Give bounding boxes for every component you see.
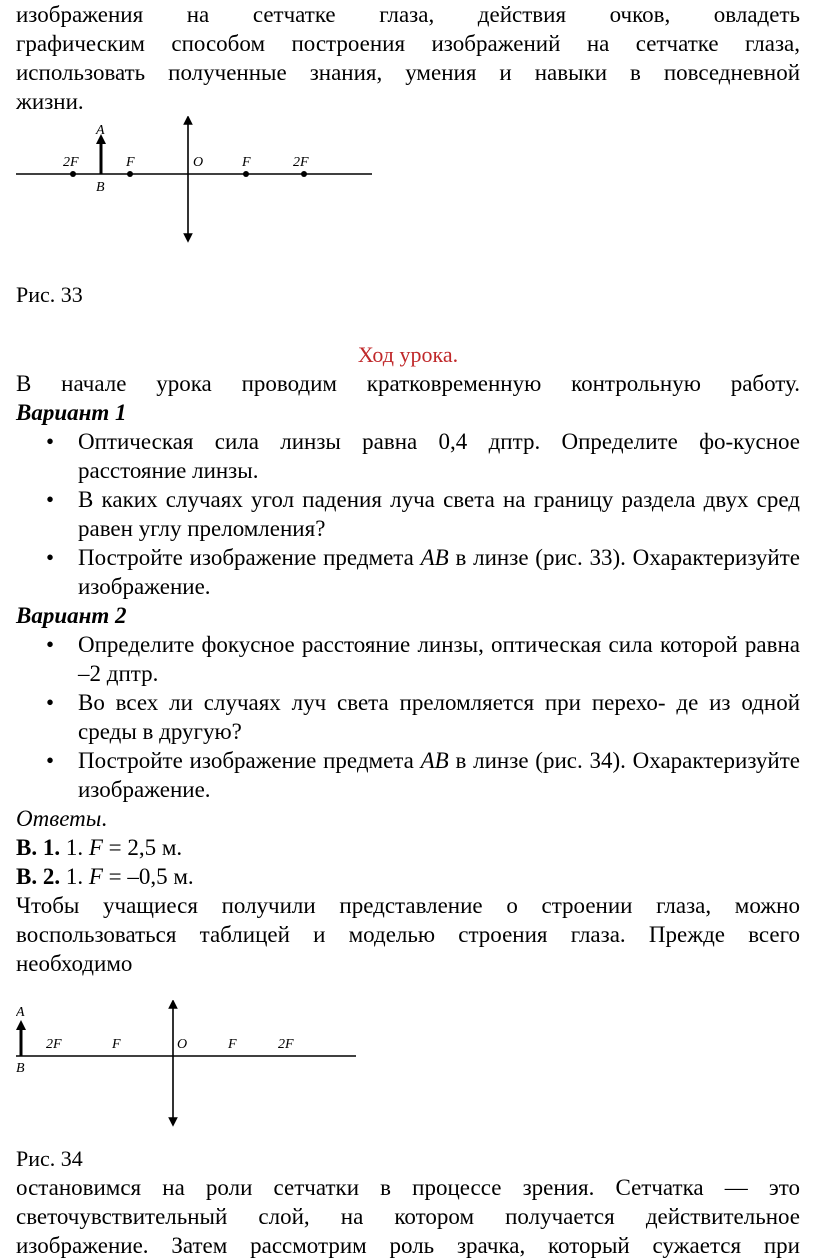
figure-34-lens-diagram [16,1000,396,1136]
label-o: O [193,155,204,170]
label-a: A [96,123,105,138]
point-f-left [127,171,133,177]
figure-33-caption: Рис. 33 [16,282,83,307]
bullet-icon: • [46,487,55,512]
variant-1-list [16,427,800,601]
list-item: • Постройте изображение предмета AB в линзе (рис. 33). Охарактеризуйте изображение. [46,545,800,599]
list-item: • Постройте изображение предмета AB в линзе (рис. 34). Охарактеризуйте изображение. [46,748,800,802]
variant-1-title: Вариант 1 [16,400,127,425]
point-f-right [243,171,249,177]
point-2f-left [70,171,76,177]
label-o: O [177,1037,188,1052]
intro-line-2: графическим способом построения изображений на сетчатке глаза, [16,31,800,56]
retina-para-line-2: светочувствительный слой, на котором получается действительное [16,1204,800,1229]
answer-row: В. 1. 1. F = 2,5 м. [16,835,183,860]
label-2f-right: 2F [278,1037,294,1052]
list-item: • Оптическая сила линзы равна 0,4 дптр. Определите фо-кусное расстояние линзы. [46,429,800,483]
point-2f-right [301,171,307,177]
label-a: A [16,1005,25,1020]
retina-para-line-3: изображение. Затем рассмотрим роль зрачка, который сужается при [16,1233,800,1258]
label-2f-right: 2F [293,155,309,170]
retina-para-line-1: остановимся на роли сетчатки в процессе зрения. Сетчатка — это [16,1175,800,1200]
bullet-icon: • [46,545,55,570]
intro-line-3: использовать полученные знания, умения и навыки в повседневной [16,60,800,85]
answers-title: Ответы. [16,806,108,831]
eye-para-line-1: Чтобы учащиеся получили представление о строении глаза, можно [16,893,800,918]
eye-para-line-3: необходимо [16,951,133,976]
label-f-left: F [126,155,135,170]
object-arrow-head [16,1020,26,1030]
label-2f-left: 2F [63,155,79,170]
variant-2-list [16,630,800,804]
list-item: • Во всех ли случаях луч света преломляется при перехо- де из одной среды в другую? [46,690,800,744]
eye-para-line-2: воспользоваться таблицей и моделью строения глаза. Прежде всего [16,922,800,947]
bullet-icon: • [46,429,55,454]
label-f-left: F [112,1037,121,1052]
lesson-intro: В начале урока проводим кратковременную контрольную работу. [16,371,800,396]
label-2f-left: 2F [46,1037,62,1052]
label-f-right: F [242,155,251,170]
document-page [16,0,800,1260]
variant-2-title: Вариант 2 [16,603,127,628]
bullet-icon: • [46,632,55,657]
label-b: B [16,1061,25,1076]
answer-row: В. 2. 1. F = –0,5 м. [16,864,194,889]
figure-34-caption: Рис. 34 [16,1146,83,1171]
lesson-heading: Ход урока. [357,342,459,367]
list-item: • Определите фокусное расстояние линзы, оптическая сила которой равна –2 дптр. [46,632,800,686]
list-item: • В каких случаях угол падения луча света на границу раздела двух сред равен углу преломления? [46,487,800,541]
intro-line-4: жизни. [16,89,84,114]
intro-line-1: изображения на сетчатке глаза, действия очков, овладеть [16,2,800,27]
label-b: B [96,180,105,195]
figure-33-lens-diagram [16,116,396,258]
label-f-right: F [228,1037,237,1052]
bullet-icon: • [46,748,55,773]
bullet-icon: • [46,690,55,715]
